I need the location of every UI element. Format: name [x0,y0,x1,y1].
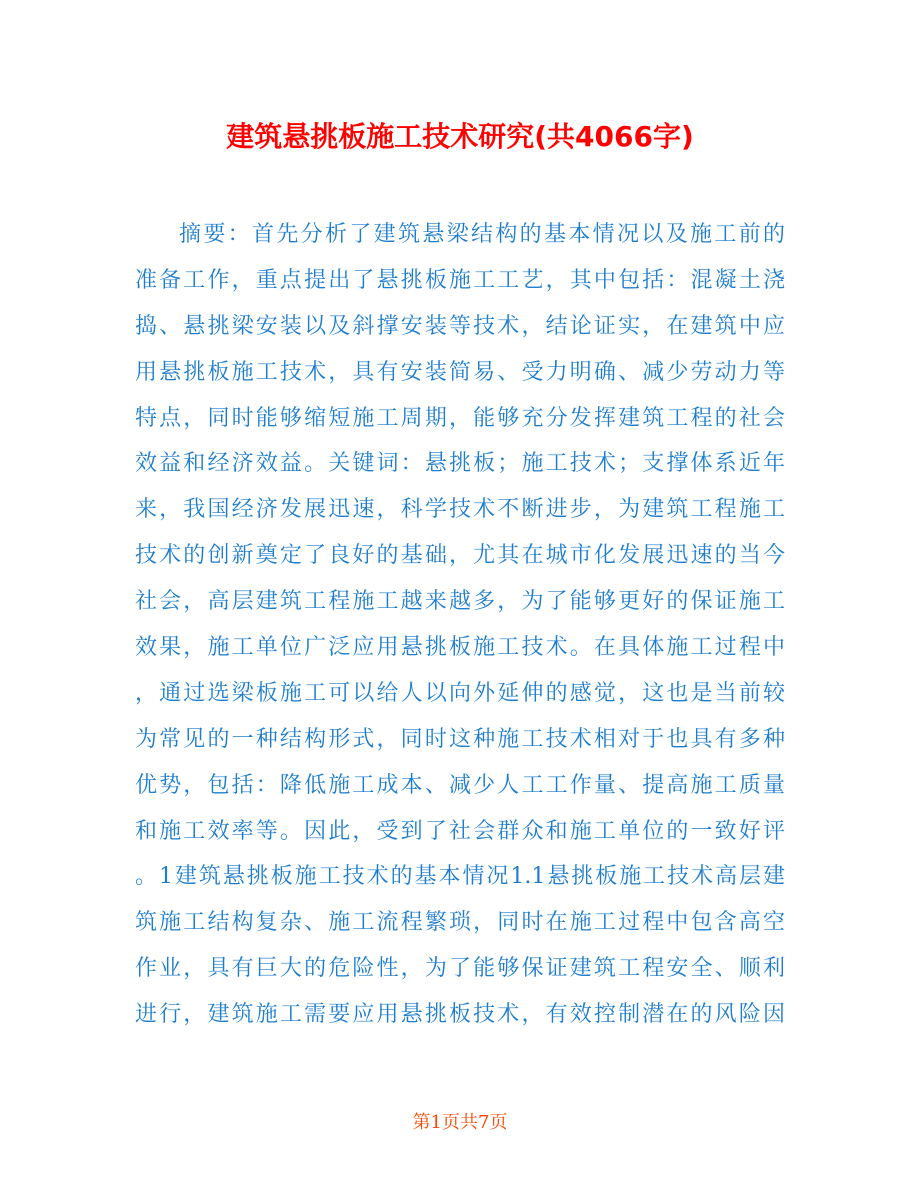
body-line: 。1建筑悬挑板施工技术的基本情况1.1悬挑板施工技术高层建 [135,864,785,890]
body-line: 为常见的一种结构形式，同时这种施工技术相对于也具有多种 [135,726,785,752]
body-line: 社会，高层建筑工程施工越来越多，为了能够更好的保证施工 [135,589,785,615]
document-body [135,212,785,1038]
body-line: 摘要：首先分析了建筑悬梁结构的基本情况以及施工前的 [179,222,785,247]
body-line: ，通过选梁板施工可以给人以向外延伸的感觉，这也是当前较 [135,680,785,706]
body-line: 技术的创新奠定了良好的基础，尤其在城市化发展迅速的当今 [135,543,785,569]
body-line: 进行，建筑施工需要应用悬挑板技术，有效控制潜在的风险因 [135,1002,785,1028]
document-title: 建筑悬挑板施工技术研究(共4066字) [226,120,694,153]
body-line: 作业，具有巨大的危险性，为了能够保证建筑工程安全、顺利 [135,956,785,982]
body-line: 筑施工结构复杂、施工流程繁琐，同时在施工过程中包含高空 [135,910,785,936]
page-number-footer: 第1页共7页 [412,1112,508,1133]
body-line: 特点，同时能够缩短施工周期，能够充分发挥建筑工程的社会 [135,405,785,431]
body-line: 用悬挑板施工技术，具有安装简易、受力明确、减少劳动力等 [135,359,785,385]
body-line: 和施工效率等。因此，受到了社会群众和施工单位的一致好评 [135,818,785,844]
body-line: 捣、悬挑梁安装以及斜撑安装等技术，结论证实，在建筑中应 [135,313,785,339]
body-line: 来，我国经济发展迅速，科学技术不断进步，为建筑工程施工 [135,497,785,523]
body-line: 优势，包括：降低施工成本、减少人工工作量、提高施工质量 [135,772,785,798]
body-line: 效益和经济效益。关键词：悬挑板；施工技术；支撑体系近年 [135,451,785,477]
body-line: 准备工作，重点提出了悬挑板施工工艺，其中包括：混凝土浇 [135,267,785,293]
body-line: 效果，施工单位广泛应用悬挑板施工技术。在具体施工过程中 [135,635,785,661]
